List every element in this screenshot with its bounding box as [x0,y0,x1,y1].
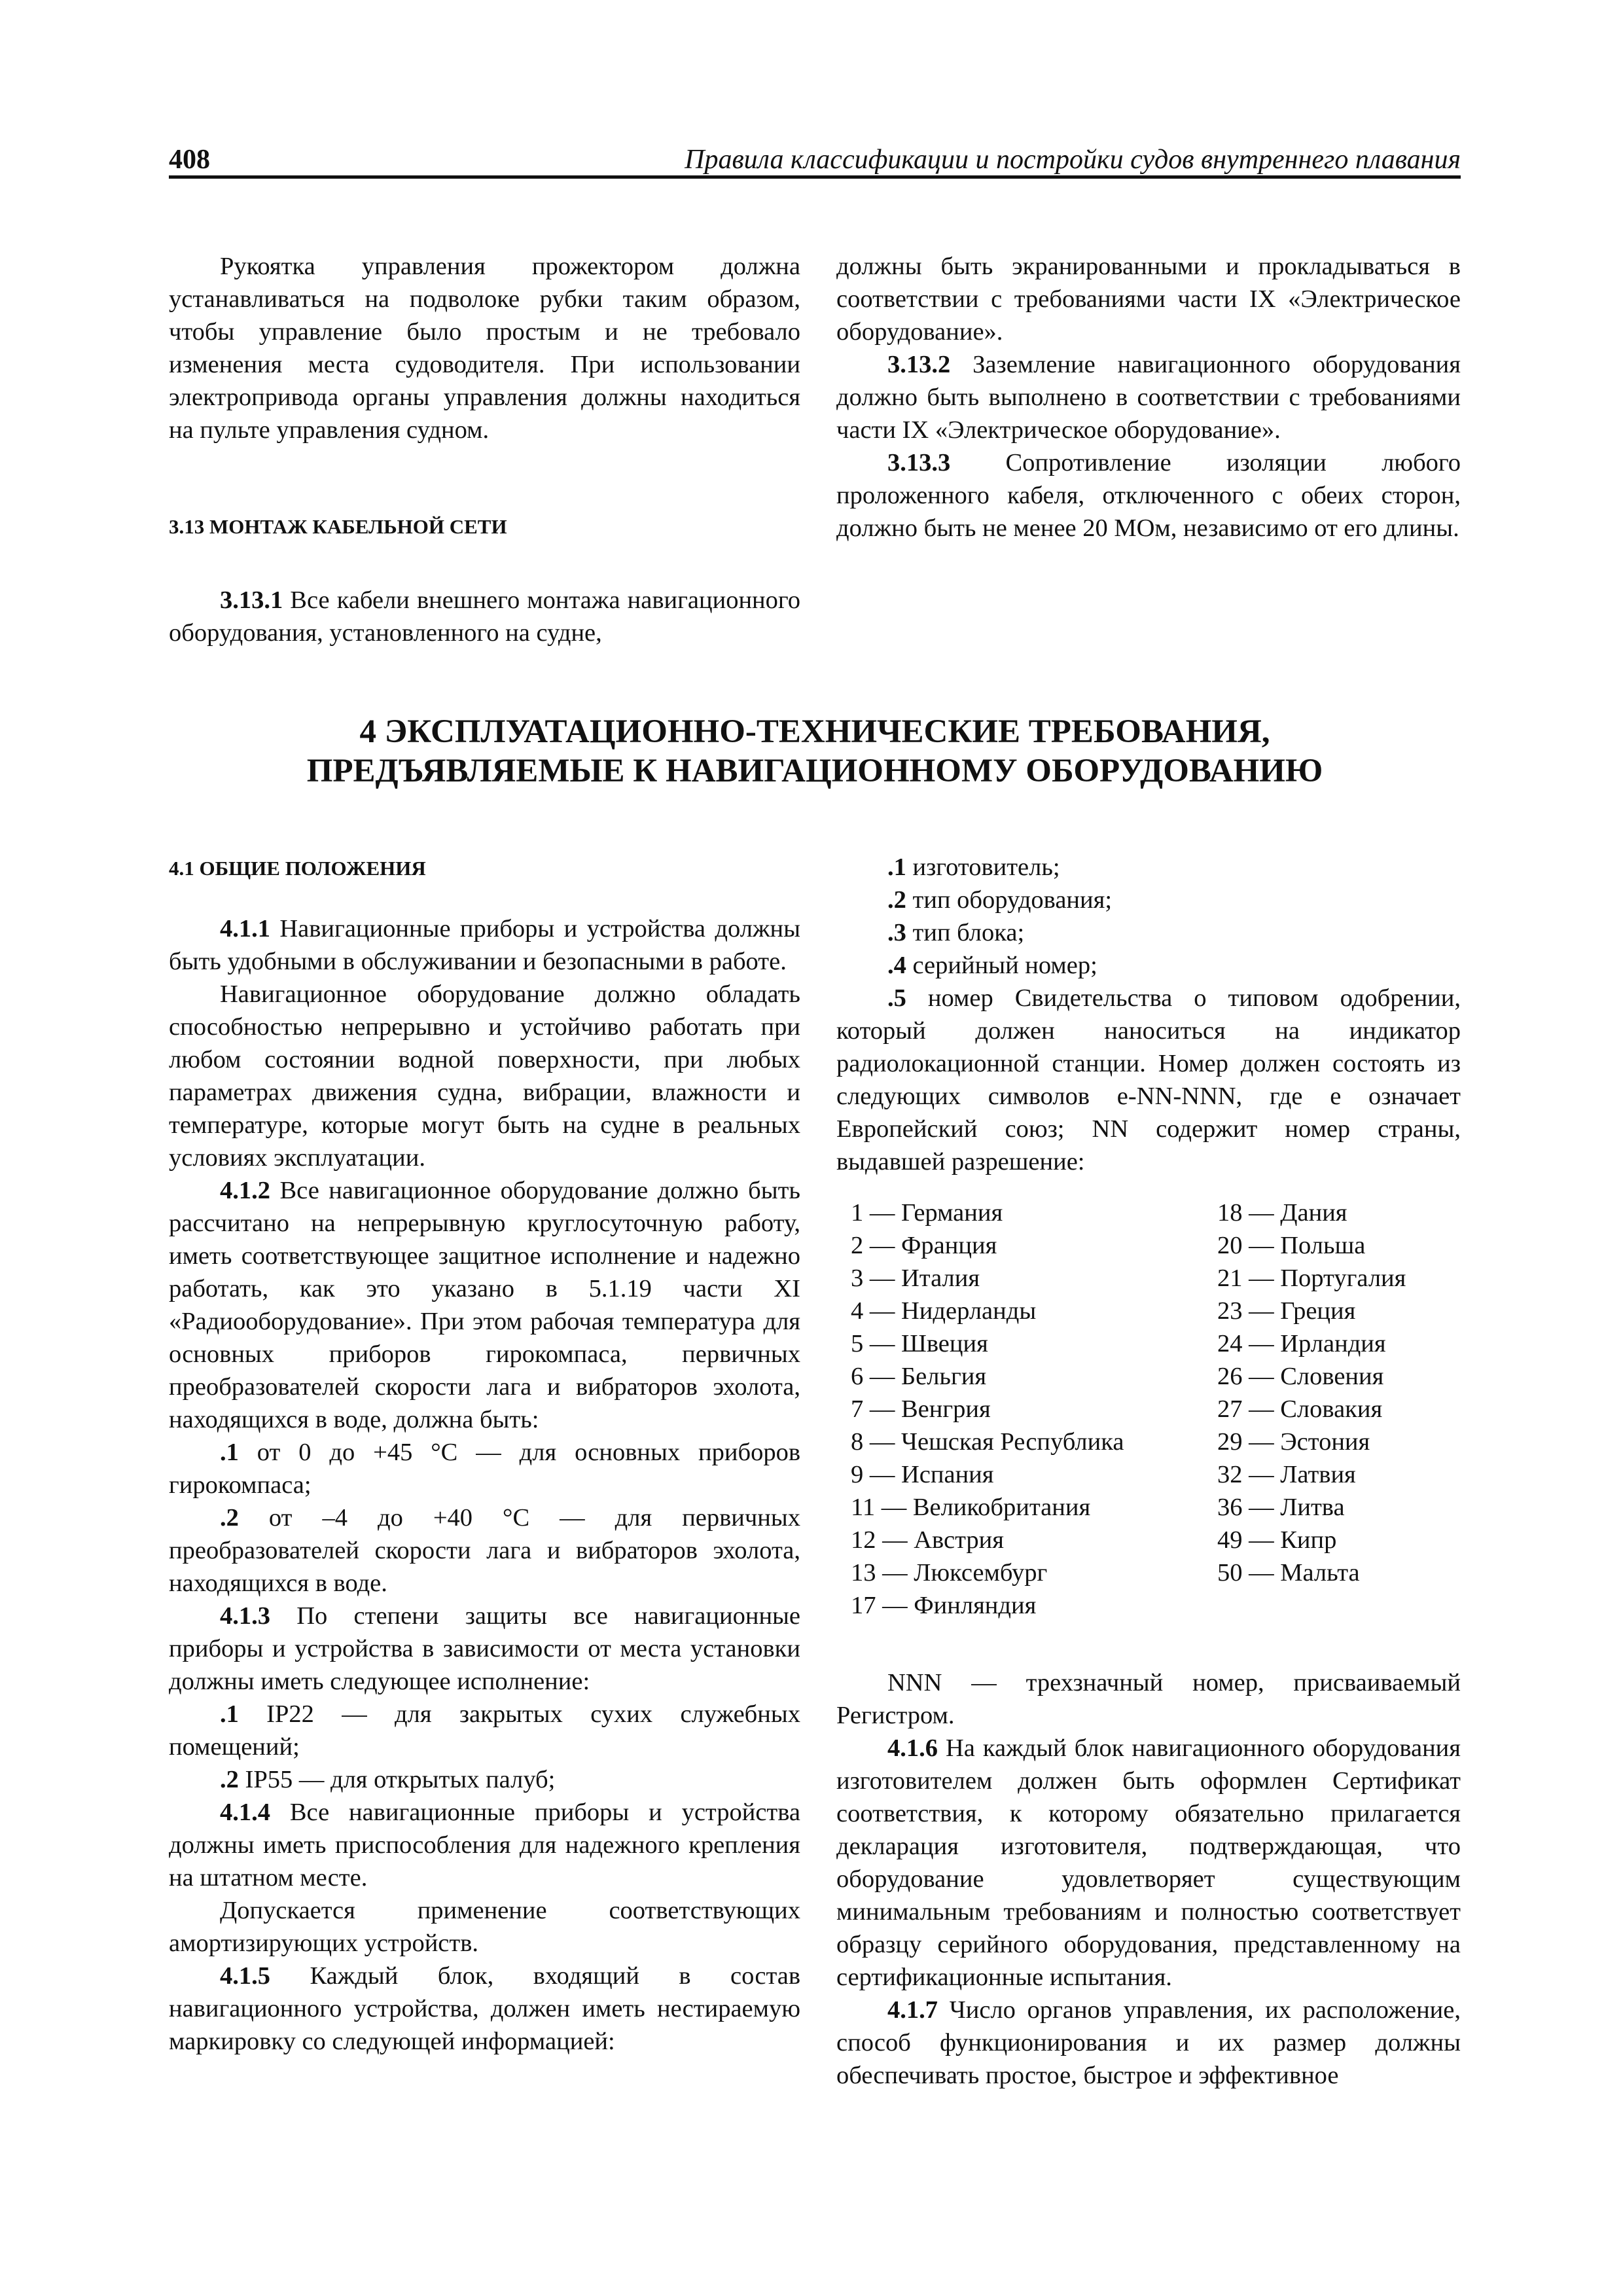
country-name: — Эстония [1242,1428,1370,1456]
country-code: 2 [851,1232,864,1259]
country-row [1217,1426,1461,1458]
country-name: — Дания [1242,1199,1347,1227]
country-code: 36 [1217,1494,1243,1521]
country-name: — Франция [863,1232,997,1259]
country-code: 49 [1217,1526,1243,1554]
country-name: — Латвия [1242,1461,1356,1488]
paragraph-4-1-2: 4.1.2 Все навигационное оборудование должно быть рассчитано на непрерывную круглосуточную работу, иметь соответствующее защитное исполнение и надежно работать, как это указано в 5.1.19 части XI «Радиооборудование». При этом рабочая температура для основных приборов гирокомпаса, первичных преобразователей скорости лага и вибраторов эхолота, находящихся в воде, должна быть: [169,1177,800,1433]
paragraph: Рукоятка управления прожектором должна устанавливаться на подволоке рубки таким образом, чтобы управление было простым и не требовало изменения места судоводителя. При использовании электропривода органы управления должны находиться на пульте управления судном. [169,253,800,444]
country-row [1217,1458,1461,1491]
country-code: 9 [851,1461,864,1488]
paragraph: Допускается применение соответствующих амортизирующих устройств. [169,1897,800,1957]
section-title-4-1: 4.1 ОБЩИЕ ПОЛОЖЕНИЯ [169,857,426,880]
country-name: — Италия [863,1265,980,1292]
country-name: — Финляндия [876,1592,1037,1619]
chapter-title [169,712,1461,791]
country-name: — Венгрия [863,1395,991,1423]
list-item: .2 от –4 до +40 °С — для первичных преобразователей скорости лага и вибраторов эхолота, находящихся в воде. [169,1504,800,1597]
country-row [851,1295,1217,1327]
country-row [851,1458,1217,1491]
page-number: 408 [169,145,210,175]
country-code: 5 [851,1330,864,1357]
chapter-title-line-2: ПРЕДЪЯВЛЯЕМЫЕ К НАВИГАЦИОННОМУ ОБОРУДОВАНИЮ [306,753,1323,789]
country-row [851,1426,1217,1458]
country-name: — Словакия [1242,1395,1383,1423]
country-row [851,1556,1217,1589]
list-item: .4 серийный номер; [887,952,1097,979]
country-code: 11 [851,1494,876,1521]
country-row [1217,1229,1461,1262]
country-row [851,1229,1217,1262]
country-row [1217,1524,1461,1556]
country-name: — Чешская Республика [863,1428,1124,1456]
column-top-right [836,250,1461,545]
country-row [851,1589,1217,1622]
column-bottom-right [836,851,1461,2092]
country-row [1217,1327,1461,1360]
list-item: .2 IP55 — для открытых палуб; [220,1766,556,1793]
paragraph-4-1-4: 4.1.4 Все навигационные приборы и устройства должны иметь приспособления для надежного крепления на штатном месте. [169,1799,800,1892]
country-code: 50 [1217,1559,1243,1587]
country-row [1217,1360,1461,1393]
paragraph: Навигационное оборудование должно обладать способностью непрерывно и устойчиво работать при любом состоянии водной поверхности, при любых параметрах движения судна, вибрации, влажности и температуре, которые могут быть на судне в реальных условиях эксплуатации. [169,980,800,1172]
paragraph-4-1-5: 4.1.5 Каждый блок, входящий в состав навигационного устройства, должен иметь нестираемую маркировку со следующей информацией: [169,1962,800,2055]
running-header [169,144,1461,178]
country-code: 1 [851,1199,864,1227]
list-item: .3 тип блока; [887,919,1025,946]
country-code: 21 [1217,1265,1243,1292]
country-row [851,1196,1217,1229]
list-item: .1 IP22 — для закрытых сухих служебных помещений; [169,1700,800,1761]
country-name: — Кипр [1242,1526,1337,1554]
country-name: — Люксембург [876,1559,1048,1587]
country-row [1217,1556,1461,1589]
country-name: — Португалия [1242,1265,1406,1292]
paragraph-3-13-3: 3.13.3 Сопротивление изоляции любого проложенного кабеля, отключенного с обеих сторон, должно быть не менее 20 МОм, независимо от его длины. [836,449,1461,542]
country-column-2 [1217,1196,1461,1622]
country-code: 32 [1217,1461,1243,1488]
country-row [851,1491,1217,1524]
country-name: — Австрия [876,1526,1004,1554]
country-name: — Польша [1242,1232,1366,1259]
country-row [1217,1196,1461,1229]
country-name: — Литва [1242,1494,1345,1521]
header-rule [169,175,1461,179]
running-title: Правила классификации и постройки судов внутреннего плавания [685,145,1461,175]
country-row [1217,1295,1461,1327]
country-code: 18 [1217,1199,1243,1227]
chapter-title-line-1: 4 ЭКСПЛУАТАЦИОННО-ТЕХНИЧЕСКИЕ ТРЕБОВАНИЯ, [359,713,1270,750]
paragraph-continuation: должны быть экранированными и прокладываться в соответствии с требованиями части IX «Электрическое оборудование». [836,253,1461,346]
country-code: 13 [851,1559,876,1587]
country-row [1217,1393,1461,1426]
country-code: 26 [1217,1363,1243,1390]
country-code: 27 [1217,1395,1243,1423]
country-row [851,1262,1217,1295]
country-row [851,1524,1217,1556]
country-code: 8 [851,1428,864,1456]
country-code: 3 [851,1265,864,1292]
country-name: — Испания [863,1461,994,1488]
list-item: .1 от 0 до +45 °С — для основных приборов гирокомпаса; [169,1439,800,1499]
country-name: — Германия [863,1199,1003,1227]
country-row [851,1360,1217,1393]
country-row [1217,1491,1461,1524]
column-bottom-left [169,851,800,2058]
country-row [851,1327,1217,1360]
country-code: 17 [851,1592,876,1619]
column-top-left [169,250,800,649]
country-code: 20 [1217,1232,1243,1259]
country-code-table [836,1196,1461,1622]
country-code: 24 [1217,1330,1243,1357]
country-code: 12 [851,1526,876,1554]
paragraph-3-13-1: 3.13.1 Все кабели внешнего монтажа навигационного оборудования, установленного на судне, [169,586,800,647]
paragraph-4-1-7: 4.1.7 Число органов управления, их расположение, способ функционирования и их размер должны обеспечивать простое, быстрое и эффективное [836,1996,1461,2089]
list-item: .5 номер Свидетельства о типовом одобрении, который должен наноситься на индикатор радиолокационной станции. Номер должен состоять из следующих символов e-NN-NNN, где е означает Европейский союз; NN содержит номер страны, выдавшей разрешение: [836,984,1461,1175]
country-row [1217,1262,1461,1295]
country-column-1 [836,1196,1217,1622]
country-name: — Словения [1242,1363,1384,1390]
country-code: 7 [851,1395,864,1423]
country-code: 23 [1217,1297,1243,1325]
paragraph-3-13-2: 3.13.2 Заземление навигационного оборудования должно быть выполнено в соответствии с требованиями части IX «Электрическое оборудование». [836,351,1461,444]
country-code: 29 [1217,1428,1243,1456]
country-name: — Швеция [863,1330,988,1357]
country-code: 6 [851,1363,864,1390]
paragraph-4-1-1: 4.1.1 Навигационные приборы и устройства должны быть удобными в обслуживании и безопасными в работе. [169,915,800,975]
country-code: 4 [851,1297,864,1325]
list-item: .2 тип оборудования; [887,886,1113,914]
section-title-3-13: 3.13 МОНТАЖ КАБЕЛЬНОЙ СЕТИ [169,515,507,538]
country-name: — Греция [1242,1297,1356,1325]
paragraph-nnn: NNN — трехзначный номер, присваиваемый Регистром. [836,1669,1461,1729]
country-name: — Мальта [1242,1559,1360,1587]
country-name: — Нидерланды [863,1297,1037,1325]
country-name: — Бельгия [863,1363,987,1390]
list-item: .1 изготовитель; [887,853,1060,881]
country-row [851,1393,1217,1426]
country-name: — Великобритания [875,1494,1091,1521]
paragraph-4-1-6: 4.1.6 На каждый блок навигационного оборудования изготовителем должен быть оформлен Сертификат соответствия, к которому обязательно прилагается декларация изготовителя, подтверждающая, что оборудование удовлетворяет существующим минимальным требованиям и полностью соответствует образцу серийного оборудования, представленному на сертификационные испытания. [836,1734,1461,1991]
paragraph-4-1-3: 4.1.3 По степени защиты все навигационные приборы и устройства в зависимости от места установки должны иметь следующее исполнение: [169,1602,800,1695]
country-name: — Ирландия [1242,1330,1386,1357]
